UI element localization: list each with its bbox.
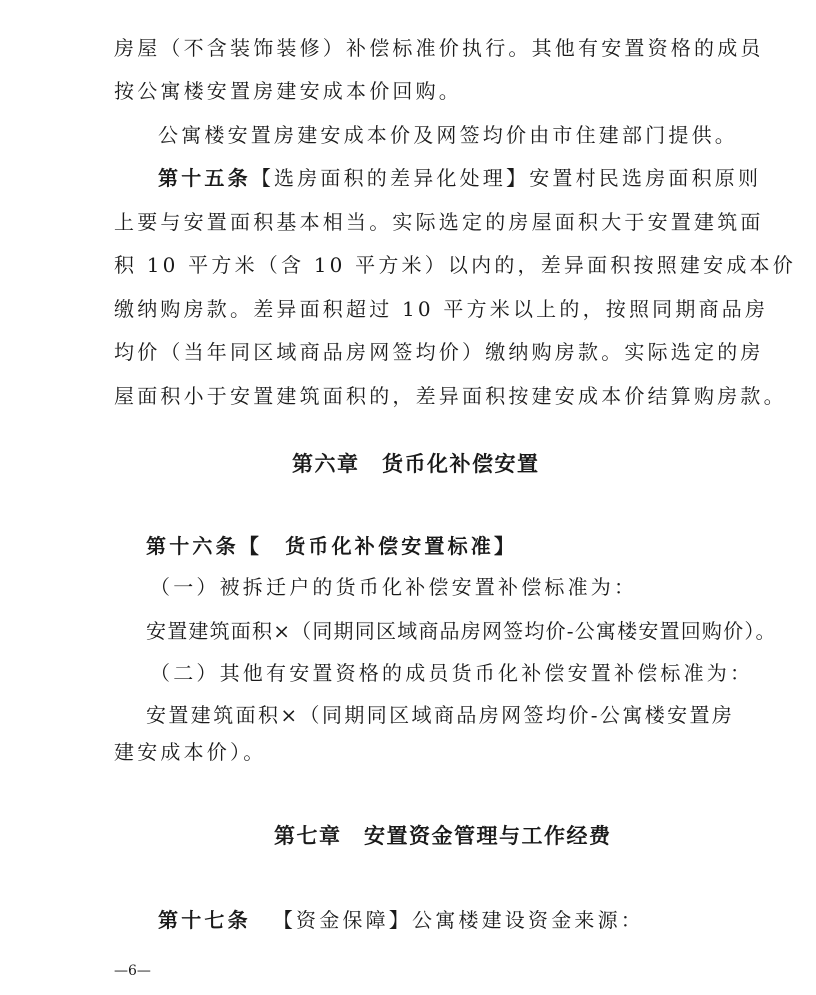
formula-line: 安置建筑面积×（同期同区域商品房网签均价-公寓楼安置房 xyxy=(146,703,735,727)
list-item: （一）被拆迁户的货币化补偿安置补偿标准为： xyxy=(150,575,638,599)
article-17-text: 【资金保障】公寓楼建设资金来源： xyxy=(272,908,645,932)
paragraph-line: 均价（当年同区域商品房网签均价）缴纳购房款。实际选定的房 xyxy=(114,340,764,364)
paragraph-line: 缴纳购房款。差异面积超过 10 平方米以上的，按照同期商品房 xyxy=(114,297,769,321)
article-15-title: 第十五条 xyxy=(158,166,251,190)
article-16-heading xyxy=(146,532,517,560)
article-17-title: 第十七条 xyxy=(158,908,251,932)
paragraph-line: 屋面积小于安置建筑面积的，差异面积按建安成本价结算购房款。 xyxy=(114,384,787,408)
paragraph-line: 按公寓楼安置房建安成本价回购。 xyxy=(114,79,462,103)
chapter-7-heading: 第七章 安置资金管理与工作经费 xyxy=(274,824,612,848)
article-17-heading xyxy=(158,906,644,934)
article-16-subject: 【 货币化补偿安置标准】 xyxy=(238,534,518,558)
page-number: —6— xyxy=(114,963,151,979)
formula-line: 建安成本价）。 xyxy=(114,740,267,764)
list-item: （二）其他有安置资格的成员货币化补偿安置补偿标准为： xyxy=(150,661,754,685)
paragraph-line: 积 10 平方米（含 10 平方米）以内的，差异面积按照建安成本价 xyxy=(114,253,796,277)
article-15-text: 【选房面积的差异化处理】安置村民选房面积原则 xyxy=(250,166,762,190)
paragraph-line: 上要与安置面积基本相当。实际选定的房屋面积大于安置建筑面 xyxy=(114,210,764,234)
formula-line: 安置建筑面积×（同期同区域商品房网签均价-公寓楼安置回购价）。 xyxy=(146,619,777,643)
article-16-title: 第十六条 xyxy=(146,534,239,558)
paragraph-line: 公寓楼安置房建安成本价及网签均价由市住建部门提供。 xyxy=(158,123,738,147)
chapter-6-heading: 第六章 货币化补偿安置 xyxy=(292,452,540,476)
paragraph-line: 房屋（不含装饰装修）补偿标准价执行。其他有安置资格的成员 xyxy=(114,36,764,60)
article-15-first-line xyxy=(158,164,761,192)
